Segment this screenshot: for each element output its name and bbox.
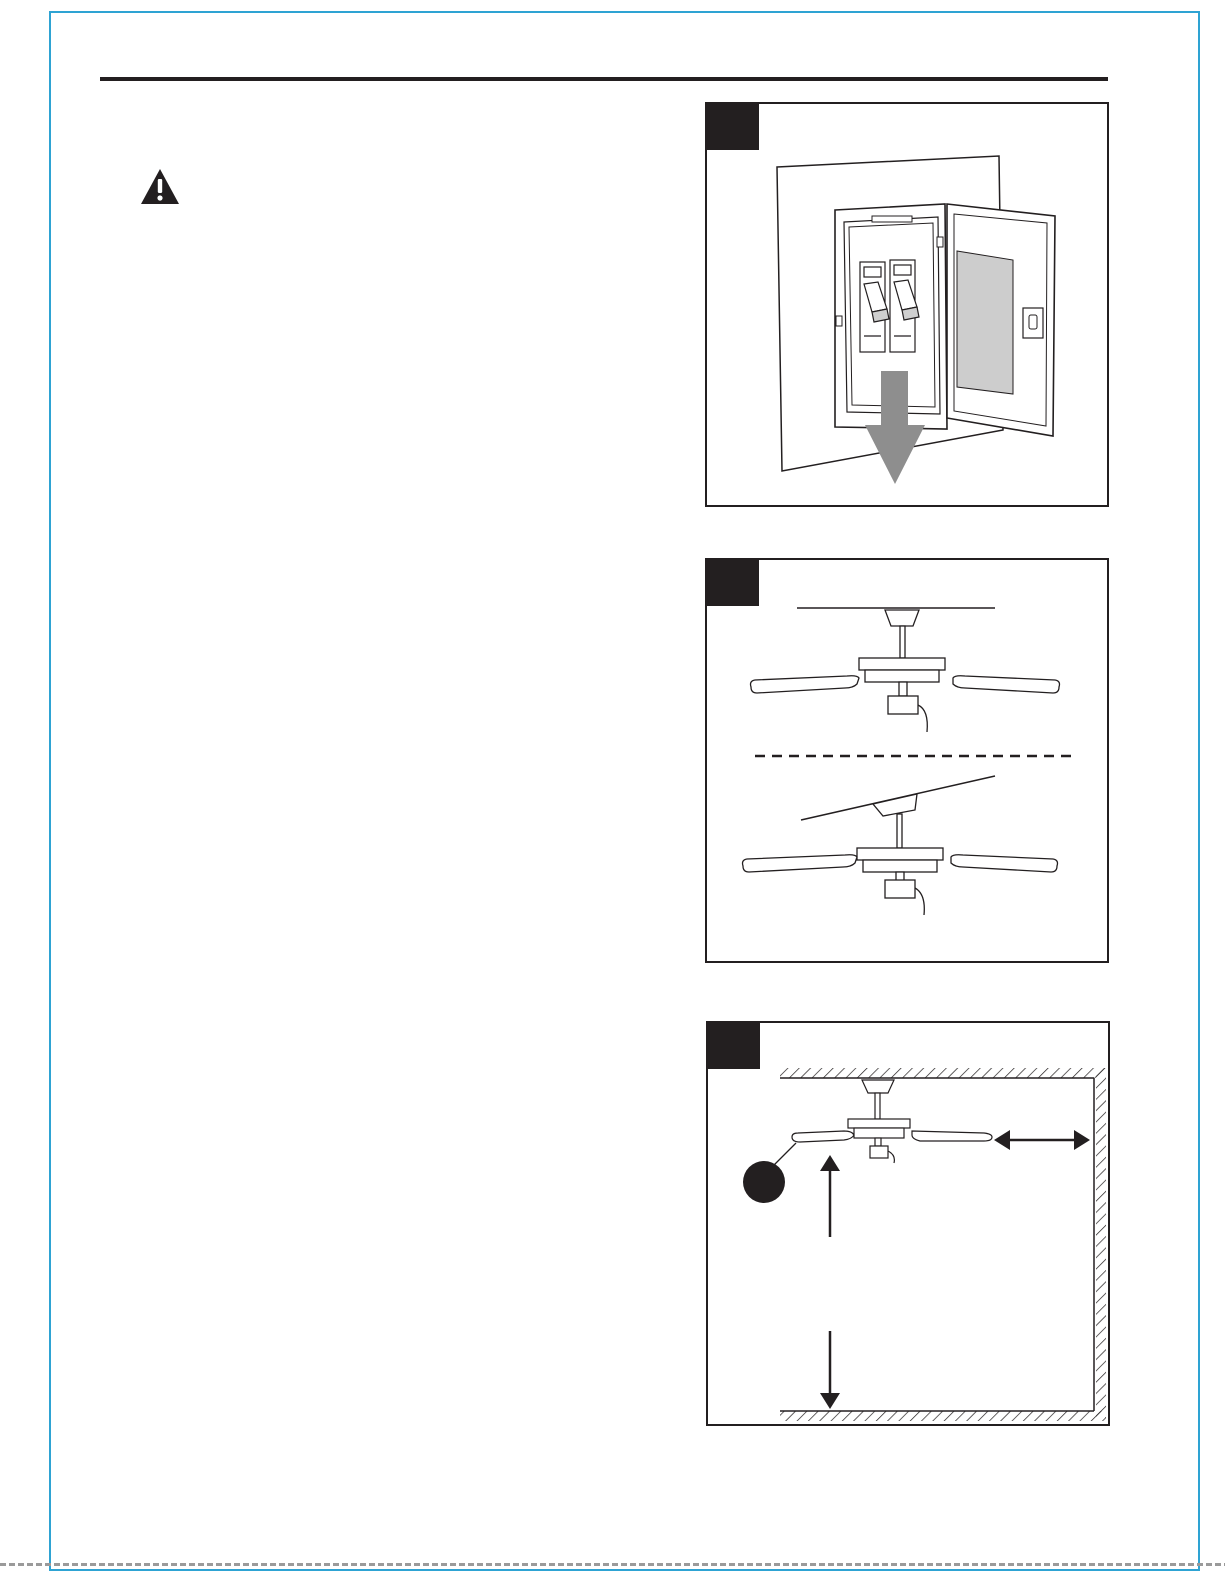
figure-1-tab bbox=[707, 104, 759, 150]
figure-2-panel bbox=[705, 558, 1109, 963]
ceiling-hatch bbox=[780, 1068, 1106, 1078]
left-arrow-icon bbox=[994, 1130, 1010, 1150]
fan-flat-ceiling bbox=[751, 608, 1060, 732]
wall-hatch bbox=[1096, 1068, 1106, 1418]
floor-hatch bbox=[780, 1411, 1106, 1421]
figure-2-tab bbox=[707, 560, 759, 606]
breaker-left bbox=[860, 262, 889, 352]
fan-clearance-illustration bbox=[708, 1023, 1110, 1426]
fan-clearance bbox=[792, 1080, 992, 1163]
fan-sloped-ceiling bbox=[743, 776, 1058, 915]
down-arrow-icon bbox=[820, 1393, 840, 1409]
figure-1-panel bbox=[705, 102, 1109, 507]
up-arrow-icon bbox=[820, 1155, 840, 1171]
callout-marker bbox=[743, 1161, 785, 1203]
breaker-right bbox=[890, 260, 919, 352]
ceiling-fan-mounting-illustration bbox=[707, 560, 1109, 963]
right-arrow-icon bbox=[1074, 1130, 1090, 1150]
header-rule bbox=[100, 77, 1108, 81]
figure-3-tab bbox=[708, 1023, 760, 1069]
breaker-panel-illustration bbox=[707, 104, 1109, 507]
figure-3-panel bbox=[706, 1021, 1110, 1426]
bottom-edge-strip bbox=[0, 1563, 1225, 1566]
warning-triangle-icon bbox=[140, 168, 180, 206]
